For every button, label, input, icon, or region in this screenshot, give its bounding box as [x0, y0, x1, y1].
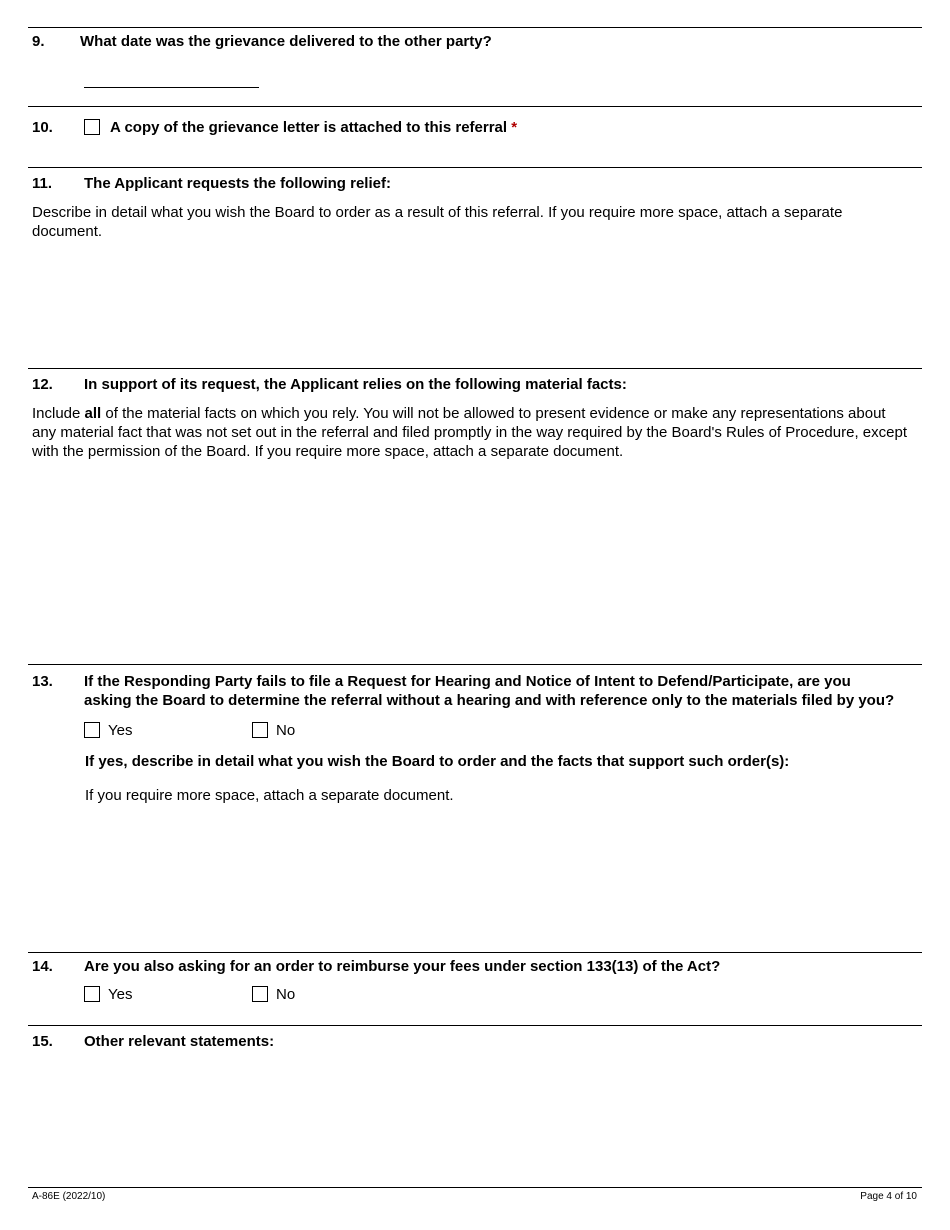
q14-no-label: No	[276, 986, 296, 1003]
q13-question-line1: If the Responding Party fails to file a Request for Hearing and Notice of Intent to Defend/Participate, are you	[84, 673, 851, 690]
q13-no-label: No	[276, 722, 296, 739]
q15-question: Other relevant statements:	[84, 1033, 275, 1050]
q10-number: 10.	[32, 119, 53, 136]
divider	[28, 368, 922, 369]
divider	[28, 664, 922, 665]
divider	[28, 106, 922, 107]
other-statements-text-area[interactable]	[28, 1058, 922, 1180]
q11-question: The Applicant requests the following relief:	[84, 175, 391, 192]
q14-yes-label: Yes	[108, 986, 133, 1003]
q12-instruction-post: of the material facts on which you rely. You will not be allowed to present evidence or make any representations about any material fact that was not set out in the referral and filed promptly in the way required by the Board's Rules of Procedure, except with the permission of the Board. If you require more space, attach a separate document.	[32, 405, 907, 460]
q12-instruction-emphasis: all	[84, 405, 102, 422]
q12-number: 12.	[32, 376, 53, 393]
q14-yes-checkbox[interactable]	[84, 986, 100, 1002]
q10-label: A copy of the grievance letter is attached to this referral	[110, 119, 508, 136]
q11-number: 11.	[32, 175, 53, 192]
divider	[28, 27, 922, 28]
q9-question: What date was the grievance delivered to the other party?	[80, 33, 492, 50]
q12-instruction-pre: Include	[32, 405, 85, 422]
q15-number: 15.	[32, 1033, 53, 1050]
q14-no-checkbox[interactable]	[252, 986, 268, 1002]
q13-yes-label: Yes	[108, 722, 133, 739]
q14-question: Are you also asking for an order to reimburse your fees under section 133(13) of the Act?	[84, 958, 721, 975]
divider	[28, 167, 922, 168]
footer-divider	[28, 1187, 922, 1188]
divider	[28, 1025, 922, 1026]
q12-question: In support of its request, the Applicant relies on the following material facts:	[84, 376, 627, 393]
q13-followup-note: If you require more space, attach a separate document.	[85, 787, 454, 804]
q13-no-checkbox[interactable]	[252, 722, 268, 738]
q10-question	[110, 118, 517, 137]
grievance-letter-attached-checkbox[interactable]	[84, 119, 100, 135]
q14-number: 14.	[32, 958, 53, 975]
q13-yes-checkbox[interactable]	[84, 722, 100, 738]
q11-instruction: Describe in detail what you wish the Board to order as a result of this referral. If you require more space, attach a separate document.	[32, 204, 843, 240]
divider	[28, 952, 922, 953]
required-marker: *	[511, 119, 518, 136]
q13-followup-question: If yes, describe in detail what you wish the Board to order and the facts that support such order(s):	[85, 753, 790, 770]
order-details-text-area[interactable]	[84, 812, 922, 947]
material-facts-text-area[interactable]	[28, 466, 922, 658]
q9-number: 9.	[32, 33, 45, 50]
q12-instruction	[32, 404, 912, 461]
q13-question-line2: asking the Board to determine the referral without a hearing and with reference only to the materials filed by you?	[84, 692, 895, 709]
relief-text-area[interactable]	[28, 245, 922, 363]
page-number: Page 4 of 10	[860, 1191, 917, 1202]
q13-number: 13.	[32, 673, 53, 690]
form-code: A-86E (2022/10)	[32, 1191, 106, 1202]
grievance-date-field[interactable]	[84, 87, 259, 88]
